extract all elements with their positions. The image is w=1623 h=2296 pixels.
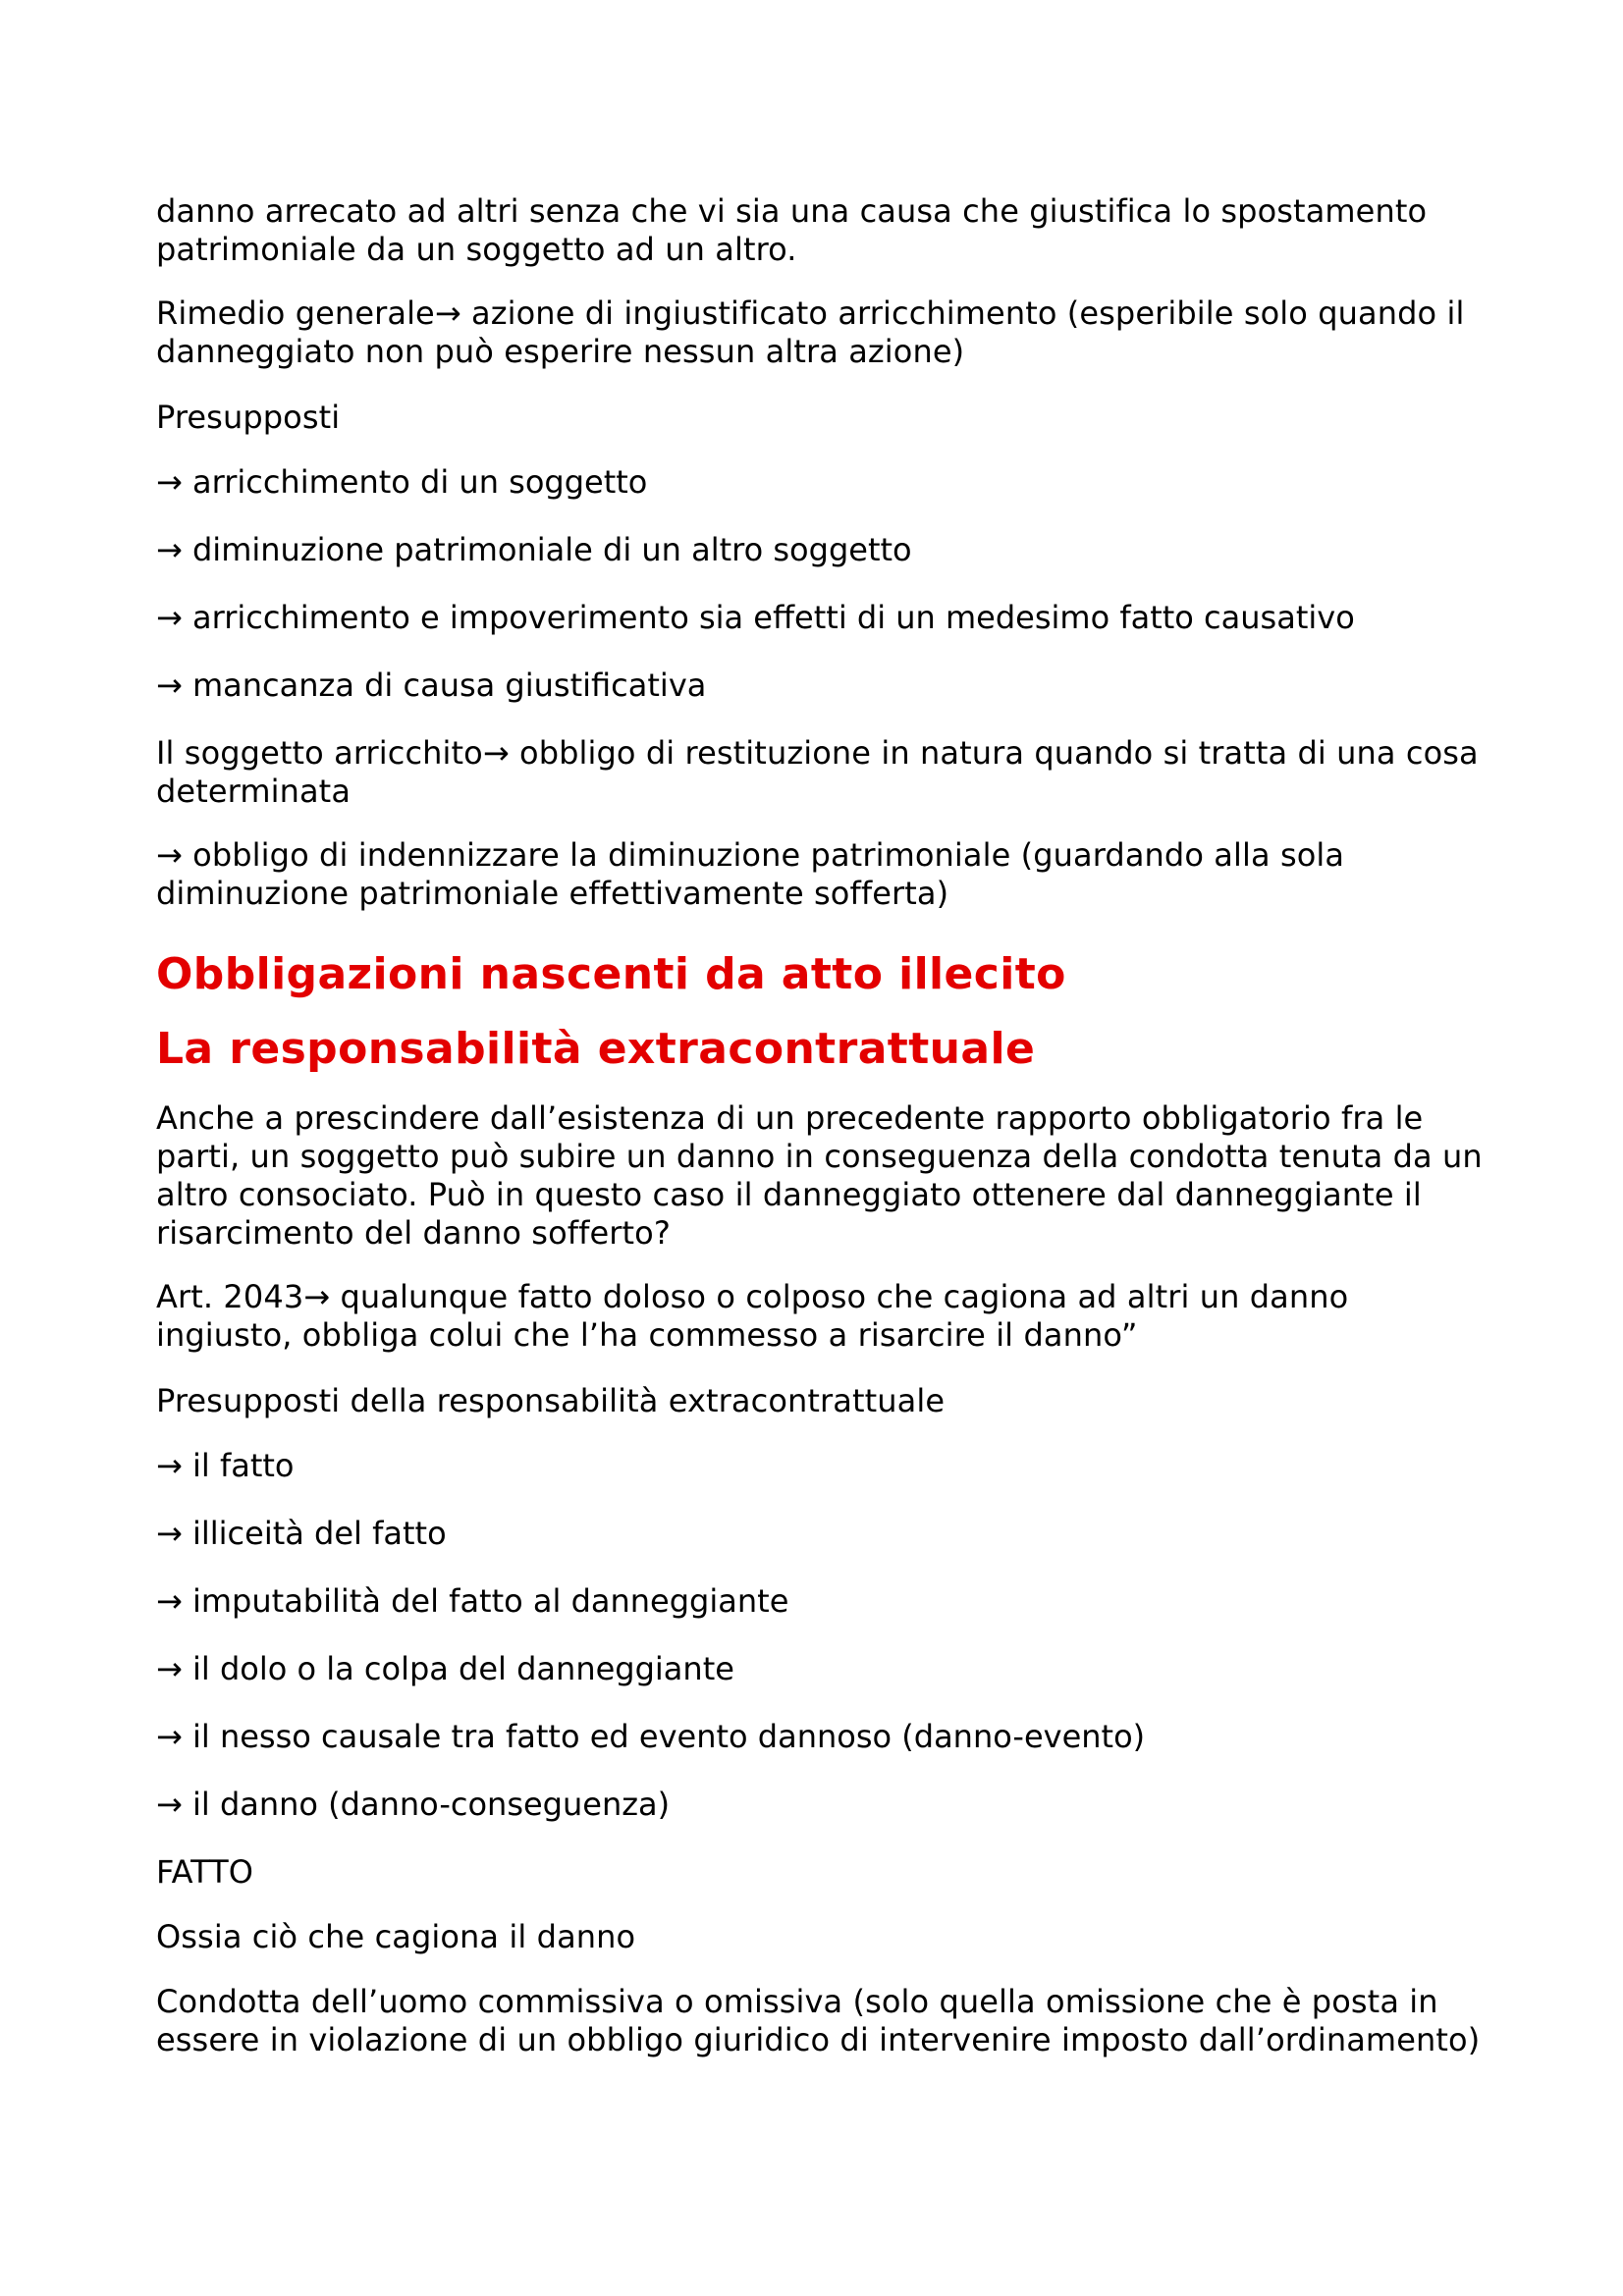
list-item: → il danno (danno-conseguenza) (156, 1786, 671, 1823)
list-item: → diminuzione patrimoniale di un altro soggetto (156, 531, 912, 568)
subsection-heading: La responsabilità extracontrattuale (156, 1024, 1036, 1074)
paragraph: danno arrecato ad altri senza che vi sia una causa che giustifica lo spostamento patrimoniale da un soggetto ad un altro. (156, 192, 1428, 268)
list-item: → il nesso causale tra fatto ed evento dannoso (danno-evento) (156, 1718, 1146, 1755)
paragraph: Presupposti (156, 399, 341, 436)
paragraph: Rimedio generale→ azione di ingiustificato arricchimento (esperibile solo quando il danneggiato non può esperire nessun altra azione) (156, 294, 1465, 370)
list-item: → il dolo o la colpa del danneggiante (156, 1650, 734, 1687)
paragraph: Presupposti della responsabilità extracontrattuale (156, 1382, 946, 1419)
paragraph: Ossia ciò che cagiona il danno (156, 1918, 636, 1955)
list-item: → imputabilità del fatto al danneggiante (156, 1582, 789, 1620)
paragraph: FATTO (156, 1853, 254, 1891)
paragraph: Anche a prescindere dall’esistenza di un precedente rapporto obbligatorio fra le parti, un soggetto può subire un danno in conseguenza della condotta tenuta da un altro consociato. Può in questo caso il danneggiato ottenere dal danneggiante il risarcimento del danno sofferto? (156, 1099, 1483, 1252)
list-item: → mancanza di causa giustificativa (156, 667, 707, 704)
paragraph: Il soggetto arricchito→ obbligo di restituzione in natura quando si tratta di una cosa determinata (156, 734, 1479, 810)
paragraph: Art. 2043→ qualunque fatto doloso o colposo che cagiona ad altri un danno ingiusto, obbliga colui che l’ha commesso a risarcire il danno” (156, 1278, 1349, 1354)
paragraph: Condotta dell’uomo commissiva o omissiva (solo quella omissione che è posta in essere in violazione di un obbligo giuridico di intervenire imposto dall’ordinamento) (156, 1983, 1481, 2058)
list-item: → arricchimento e impoverimento sia effetti di un medesimo fatto causativo (156, 599, 1355, 636)
list-item: → illiceità del fatto (156, 1515, 447, 1552)
list-item: → il fatto (156, 1447, 295, 1484)
paragraph: → obbligo di indennizzare la diminuzione patrimoniale (guardando alla sola diminuzione patrimoniale effettivamente sofferta) (156, 836, 1345, 912)
document-page (156, 192, 1491, 2059)
section-heading: Obbligazioni nascenti da atto illecito (156, 949, 1066, 999)
list-item: → arricchimento di un soggetto (156, 463, 648, 501)
